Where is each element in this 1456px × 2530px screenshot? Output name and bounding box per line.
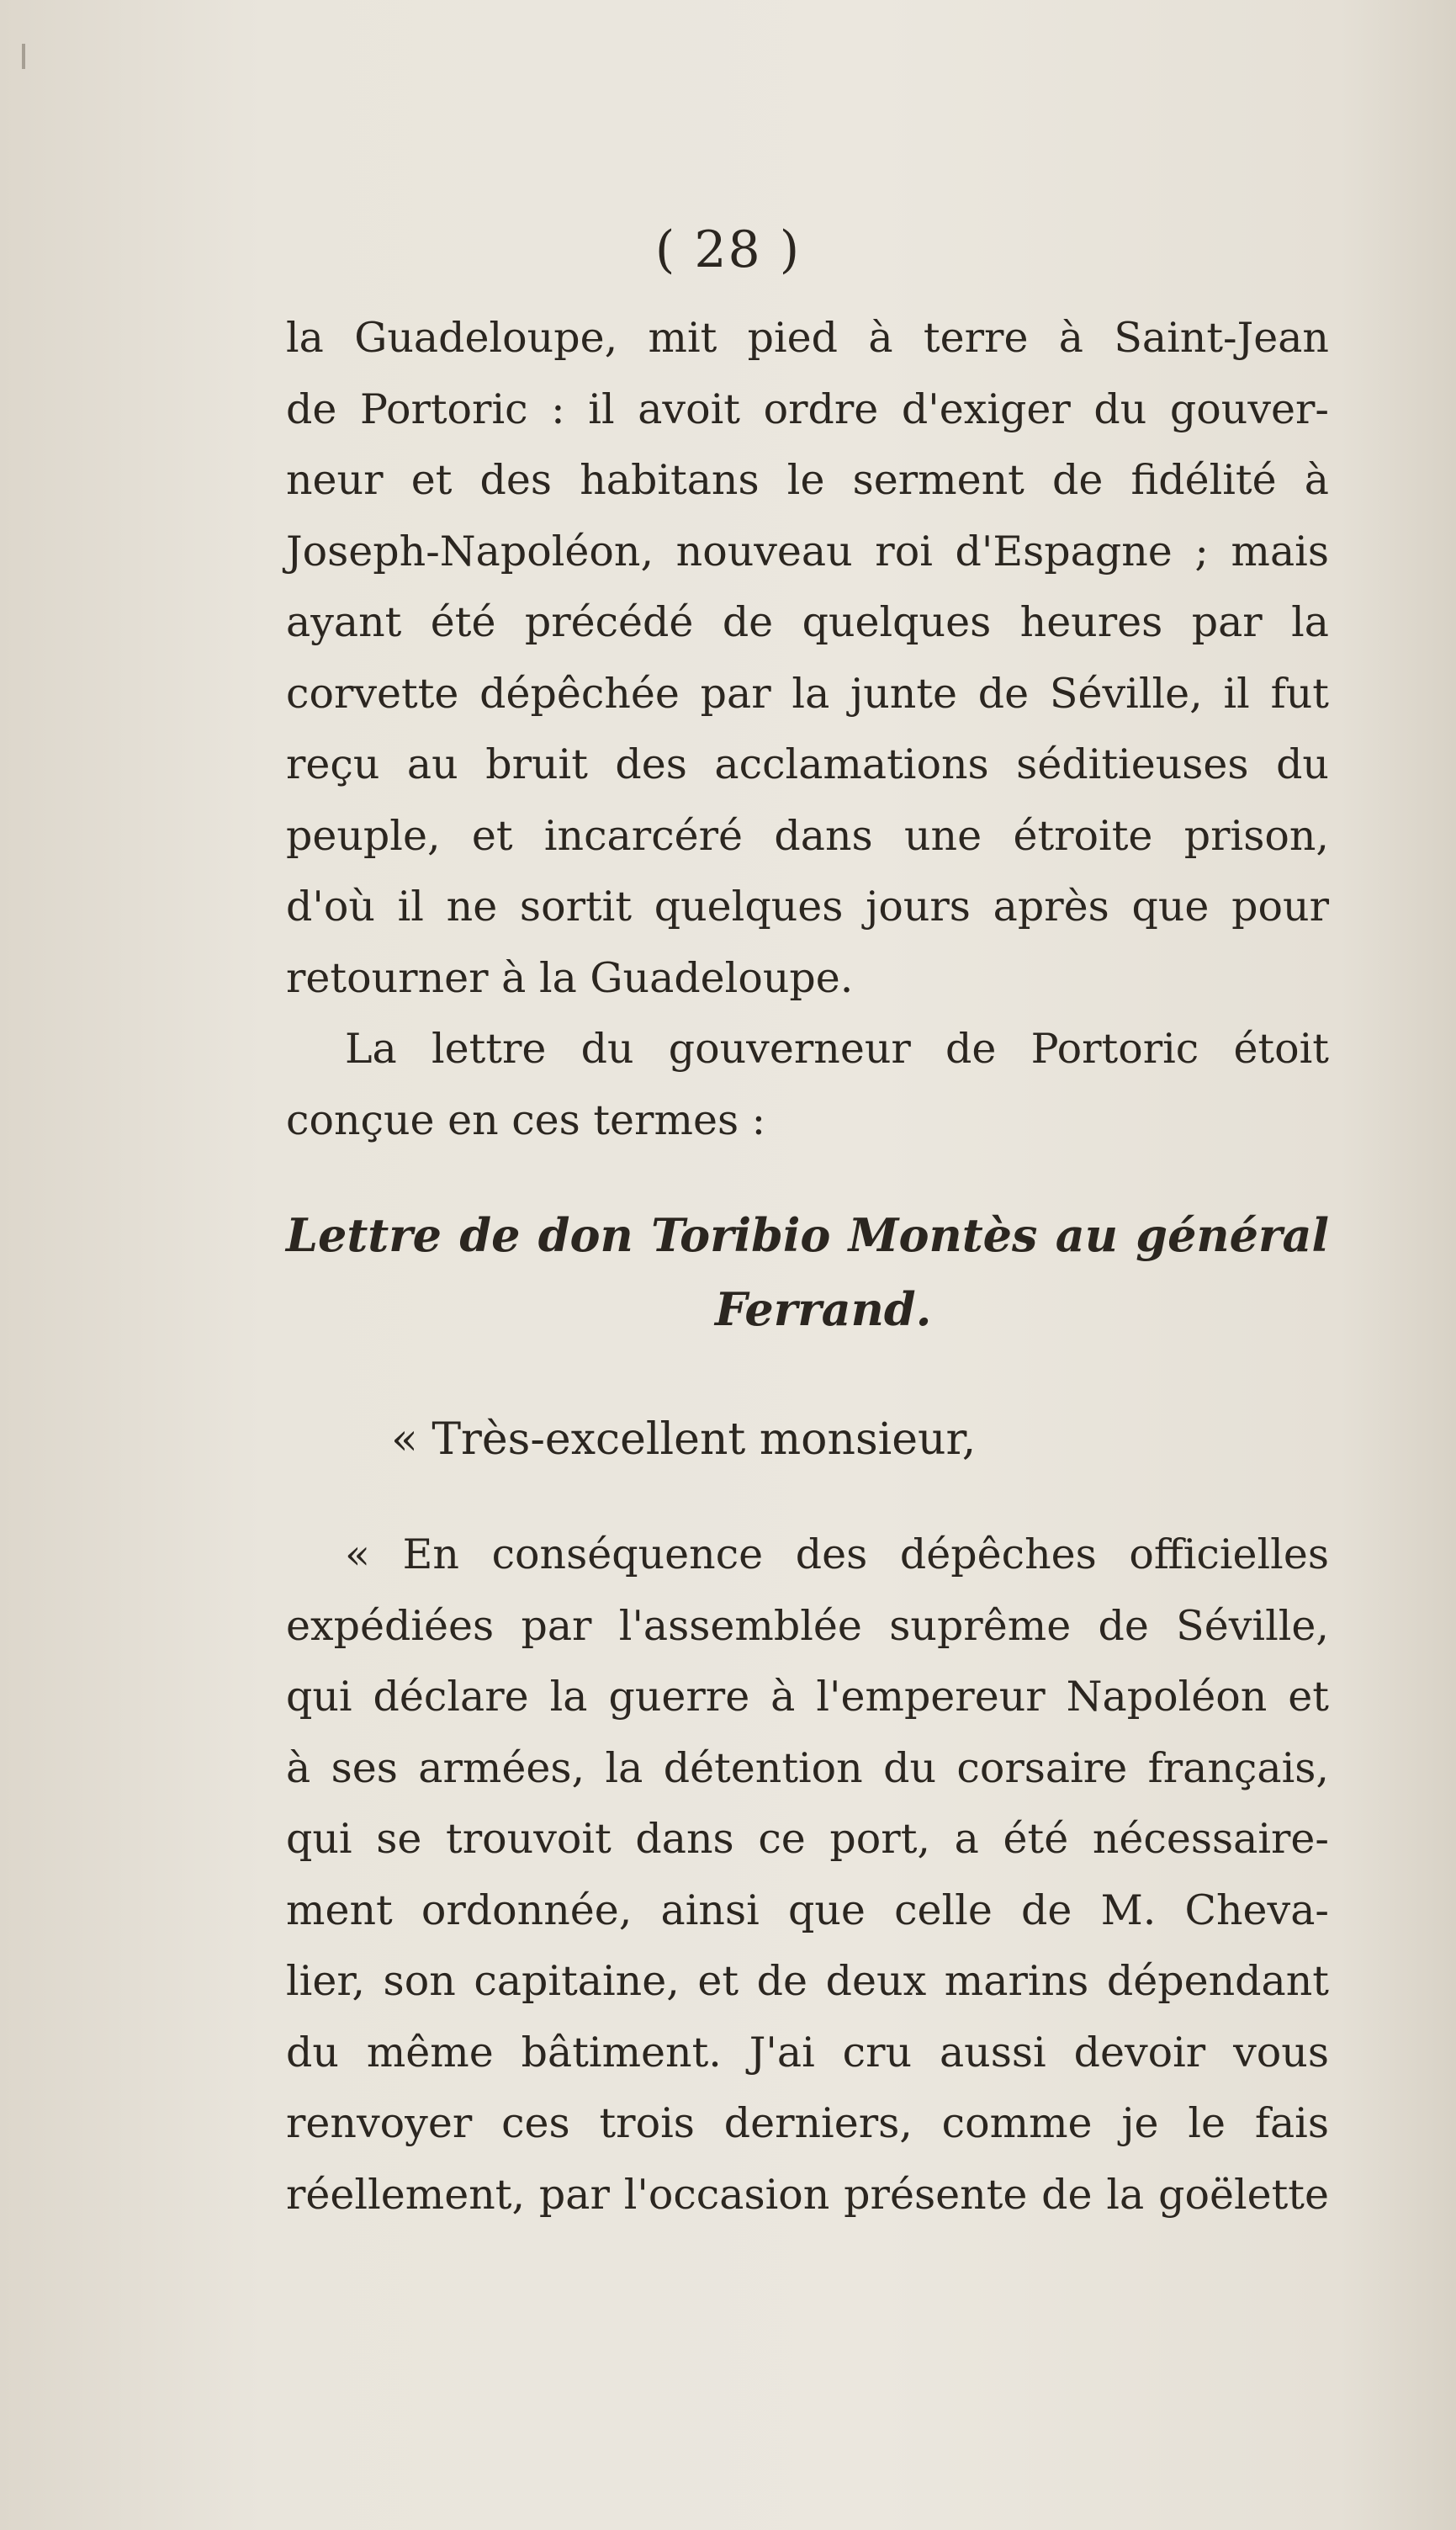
text-line: corvette dépêchée par la junte de Séville, il fut bbox=[286, 669, 1329, 718]
paragraph-2 bbox=[286, 1014, 1329, 1156]
page-text bbox=[286, 303, 1329, 2230]
text-line: ayant été précédé de quelques heures par la bbox=[286, 598, 1329, 646]
salutation: « Très-excellent monsieur, bbox=[391, 1414, 977, 1465]
text-line: neur et des habitans le serment de fidélité à bbox=[286, 456, 1329, 504]
text-line: qui se trouvoit dans ce port, a été nécessaire- bbox=[286, 1815, 1329, 1863]
text-line: Joseph-Napoléon, nouveau roi d'Espagne ; mais bbox=[286, 527, 1329, 575]
text-line: à ses armées, la détention du corsaire français, bbox=[286, 1743, 1329, 1792]
text-line: du même bâtiment. J'ai cru aussi devoir vous bbox=[286, 2028, 1329, 2077]
text-line: peuple, et incarcéré dans une étroite prison, bbox=[286, 811, 1329, 860]
text-line: réellement, par l'occasion présente de la goëlette bbox=[286, 2170, 1329, 2219]
text-line: renvoyer ces trois derniers, comme je le fais bbox=[286, 2099, 1329, 2147]
letter-heading bbox=[286, 1198, 1329, 1346]
text-line: ment ordonnée, ainsi que celle de M. Cheva- bbox=[286, 1886, 1329, 1934]
text-line: « En conséquence des dépêches officielles bbox=[345, 1530, 1329, 1578]
text-line: qui déclare la guerre à l'empereur Napoléon et bbox=[286, 1673, 1329, 1721]
heading-line: Ferrand. bbox=[715, 1282, 932, 1336]
text-line: lier, son capitaine, et de deux marins dépendant bbox=[286, 1957, 1329, 2005]
heading-line: Lettre de don Toribio Montès au général bbox=[286, 1208, 1329, 1262]
text-line: conçue en ces termes : bbox=[286, 1095, 766, 1144]
text-line: retourner à la Guadeloupe. bbox=[286, 953, 854, 1002]
text-line: La lettre du gouverneur de Portoric étoit bbox=[345, 1025, 1329, 1073]
text-line: la Guadeloupe, mit pied à terre à Saint-Jean bbox=[286, 314, 1329, 362]
paragraph-1 bbox=[286, 303, 1329, 1014]
text-line: expédiées par l'assemblée suprême de Séville, bbox=[286, 1601, 1329, 1650]
page-number: ( 28 ) bbox=[654, 220, 802, 279]
margin-mark bbox=[22, 44, 25, 69]
text-line: de Portoric : il avoit ordre d'exiger du gouver- bbox=[286, 385, 1329, 433]
letter-body bbox=[286, 1520, 1329, 2230]
text-line: d'où il ne sortit quelques jours après que pour bbox=[286, 883, 1329, 931]
text-line: reçu au bruit des acclamations séditieuses du bbox=[286, 740, 1329, 788]
